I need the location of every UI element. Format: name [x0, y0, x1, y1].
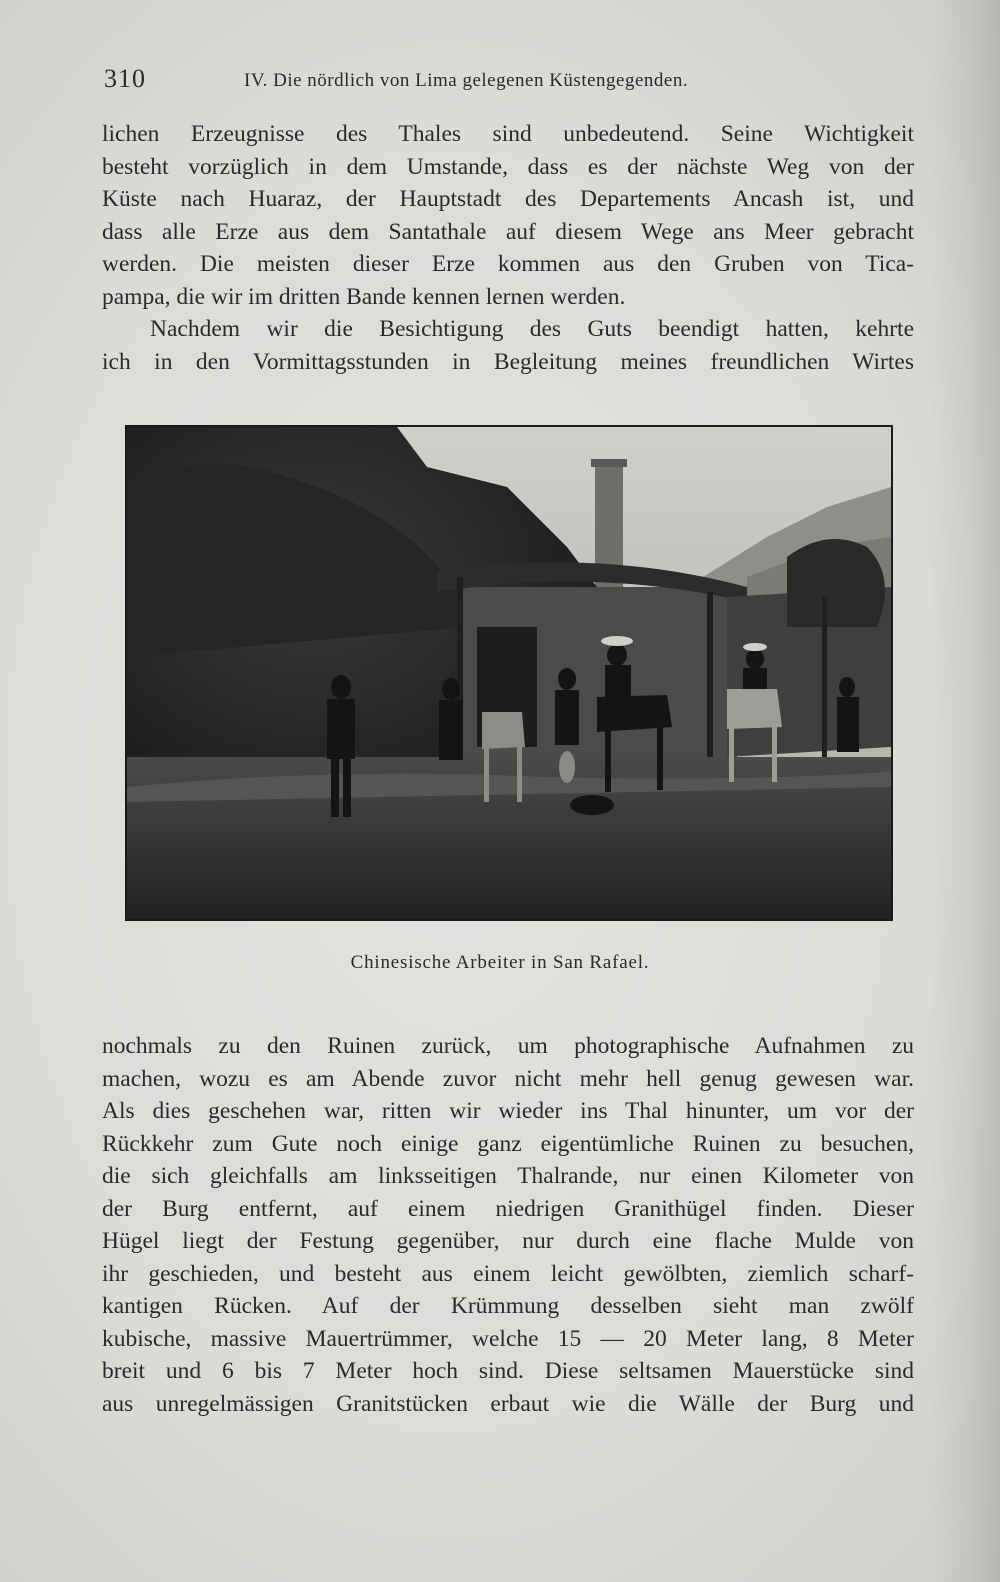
text-line: der Burg entfernt, auf einem niedrigen Granithügel finden. Dieser: [102, 1195, 914, 1222]
text-line: Küste nach Huaraz, der Hauptstadt des Departements Ancash ist, und: [102, 186, 914, 212]
text-line: Nachdem wir die Besichtigung des Guts beendigt hatten, kehrte: [150, 316, 914, 342]
text-line: machen, wozu es am Abende zuvor nicht mehr hell genug gewesen war.: [102, 1065, 914, 1092]
text-line: kantigen Rücken. Auf der Krümmung desselben sieht man zwölf: [102, 1293, 914, 1319]
text-line: dass alle Erze aus dem Santathale auf diesem Wege ans Meer gebracht: [102, 218, 914, 245]
text-line: werden. Die meisten dieser Erze kommen aus den Gruben von Tica-: [102, 251, 914, 277]
page-edge-shadow: [930, 0, 1000, 1582]
page-number: 310: [104, 64, 146, 93]
paragraph-bottom: [102, 1030, 914, 1420]
text-line: besteht vorzüglich in dem Umstande, dass es der nächste Weg von der: [102, 153, 914, 180]
text-line: lichen Erzeugnisse des Thales sind unbedeutend. Seine Wichtigkeit: [102, 121, 914, 147]
text-line: Rückkehr zum Gute noch einige ganz eigentümliche Ruinen zu besuchen,: [102, 1130, 914, 1157]
text-line: ich in den Vormittagsstunden in Begleitung meines freundlichen Wirtes: [102, 348, 914, 375]
figure-photograph: [125, 425, 893, 921]
running-head: IV. Die nördlich von Lima gelegenen Küstengegenden.: [244, 70, 689, 91]
text-line: aus unregelmässigen Granitstücken erbaut wie die Wälle der Burg und: [102, 1390, 914, 1417]
paragraph-top: [102, 118, 914, 378]
figure-caption: Chinesische Arbeiter in San Rafael.: [350, 952, 650, 973]
text-line: nochmals zu den Ruinen zurück, um photographische Aufnahmen zu: [102, 1033, 914, 1059]
text-line: pampa, die wir im dritten Bande kennen lernen werden.: [102, 283, 626, 310]
photograph-illustration: [127, 427, 891, 919]
text-line: ihr geschieden, und besteht aus einem leicht gewölbten, ziemlich scharf-: [102, 1260, 914, 1287]
text-line: Als dies geschehen war, ritten wir wieder ins Thal hinunter, um vor der: [102, 1098, 914, 1124]
text-line: die sich gleichfalls am linksseitigen Thalrande, nur einen Kilometer von: [102, 1163, 914, 1189]
page-header: [104, 64, 780, 104]
text-line: breit und 6 bis 7 Meter hoch sind. Diese seltsamen Mauerstücke sind: [102, 1358, 914, 1384]
text-line: kubische, massive Mauertrümmer, welche 15 — 20 Meter lang, 8 Meter: [102, 1325, 914, 1352]
text-line: Hügel liegt der Festung gegenüber, nur durch eine flache Mulde von: [102, 1228, 914, 1254]
